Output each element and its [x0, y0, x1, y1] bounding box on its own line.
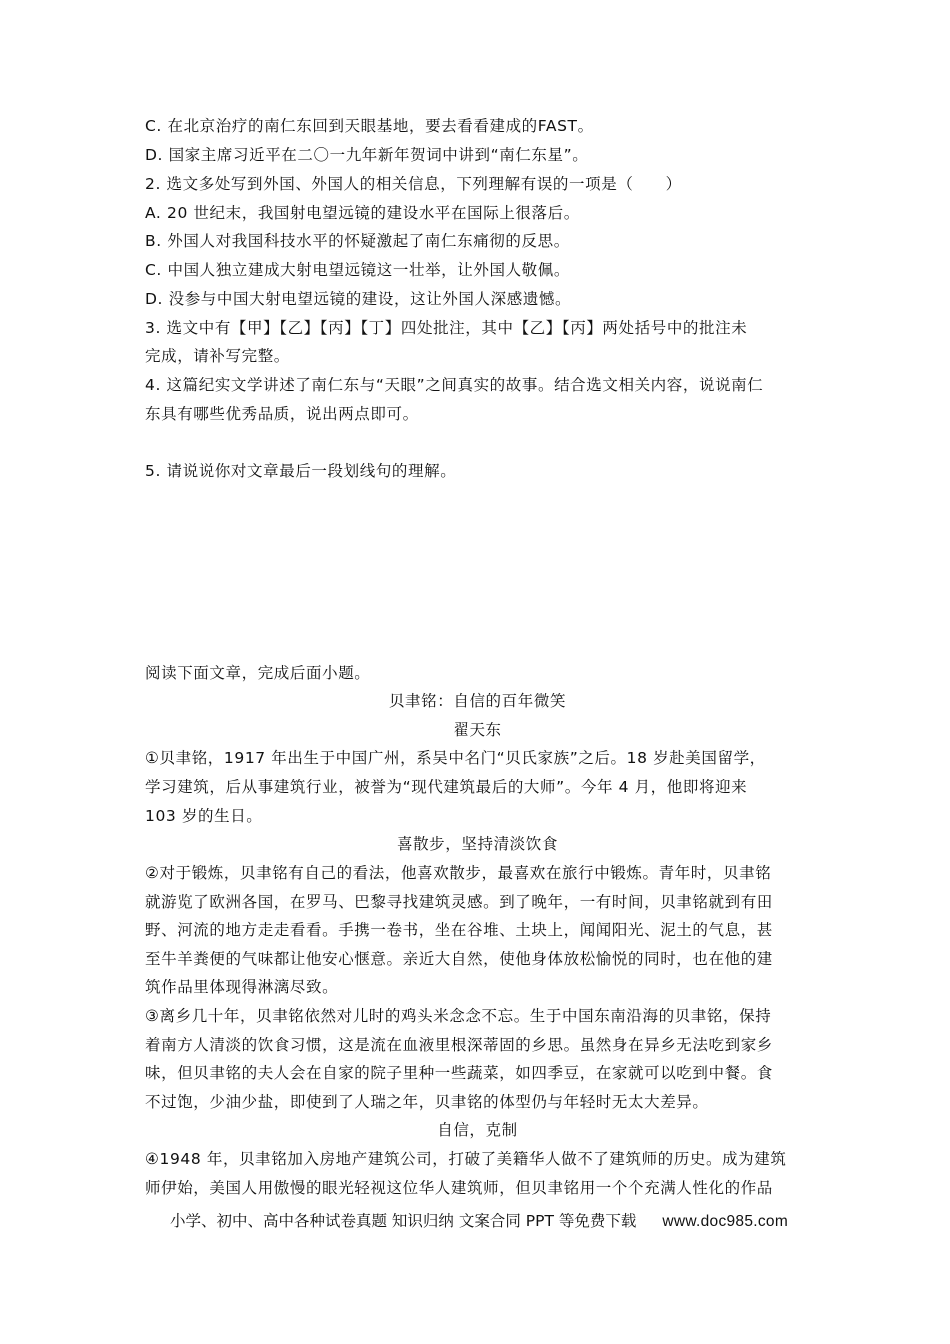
q2-option-a: A. 20 世纪末，我国射电望远镜的建设水平在国际上很落后。 — [145, 204, 580, 222]
paragraph-1-line: 103 岁的生日。 — [145, 807, 263, 825]
paragraph-3-line: 不过饱，少油少盐，即使到了人瑞之年，贝聿铭的体型仍与年轻时无太大差异。 — [145, 1093, 709, 1111]
reading-instruction: 阅读下面文章，完成后面小题。 — [145, 664, 371, 682]
paragraph-3-line: 着南方人清淡的饮食习惯，这是流在血液里根深蒂固的乡思。虽然身在异乡无法吃到家乡 — [145, 1036, 773, 1054]
paragraph-2-line: 野、河流的地方走走看看。手携一卷书，坐在谷堆、土块上，闻闻阳光、泥土的气息，甚 — [145, 921, 773, 939]
q2-stem: 2. 选文多处写到外国、外国人的相关信息，下列理解有误的一项是（ ） — [145, 175, 682, 193]
q5: 5. 请说说你对文章最后一段划线句的理解。 — [145, 462, 457, 480]
q2-option-b: B. 外国人对我国科技水平的怀疑激起了南仁东痛彻的反思。 — [145, 232, 570, 250]
q3-line-2: 完成，请补写完整。 — [145, 347, 290, 365]
article-author: 翟天东 — [453, 721, 502, 739]
paragraph-2-line: 至牛羊粪便的气味都让他安心惬意。亲近大自然，使他身体放松愉悦的同时，也在他的建 — [145, 950, 773, 968]
paragraph-4-line: ④1948 年，贝聿铭加入房地产建筑公司，打破了美籍华人做不了建筑师的历史。成为建筑 — [145, 1150, 787, 1168]
footer-text: 小学、初中、高中各种试卷真题 知识归纳 文案合同 PPT 等免费下载 — [170, 1212, 637, 1230]
section-heading-1: 喜散步，坚持清淡饮食 — [396, 835, 558, 853]
q1-option-c: C. 在北京治疗的南仁东回到天眼基地，要去看看建成的FAST。 — [145, 117, 594, 135]
paragraph-3-line: 味，但贝聿铭的夫人会在自家的院子里种一些蔬菜，如四季豆，在家就可以吃到中餐。食 — [145, 1064, 773, 1082]
paragraph-2-line: ②对于锻炼，贝聿铭有自己的看法，他喜欢散步，最喜欢在旅行中锻炼。青年时，贝聿铭 — [145, 864, 772, 882]
q4-line-1: 4. 这篇纪实文学讲述了南仁东与“天眼”之间真实的故事。结合选文相关内容，说说南仁 — [145, 376, 764, 394]
q4-line-2: 东具有哪些优秀品质，说出两点即可。 — [145, 405, 419, 423]
paragraph-1-line: ①贝聿铭，1917 年出生于中国广州，系吴中名门“贝氏家族”之后。18 岁赴美国留学， — [145, 749, 766, 767]
footer-site-link[interactable]: www.doc985.com — [662, 1213, 789, 1230]
q1-option-d: D. 国家主席习近平在二〇一九年新年贺词中讲到“南仁东星”。 — [145, 146, 589, 164]
q2-option-c: C. 中国人独立建成大射电望远镜这一壮举，让外国人敬佩。 — [145, 261, 570, 279]
q2-option-d: D. 没参与中国大射电望远镜的建设，这让外国人深感遗憾。 — [145, 290, 572, 308]
paragraph-4-line: 师伊始，美国人用傲慢的眼光轻视这位华人建筑师，但贝聿铭用一个个充满人性化的作品 — [145, 1179, 773, 1197]
paragraph-2-line: 就游览了欧洲各国，在罗马、巴黎寻找建筑灵感。到了晚年，一有时间，贝聿铭就到有田 — [145, 893, 773, 911]
article-title: 贝聿铭：自信的百年微笑 — [388, 692, 567, 710]
paragraph-3-line: ③离乡几十年，贝聿铭依然对儿时的鸡头米念念不忘。生于中国东南沿海的贝聿铭，保持 — [145, 1007, 772, 1025]
paragraph-1-line: 学习建筑，后从事建筑行业，被誉为“现代建筑最后的大师”。今年 4 月，他即将迎来 — [145, 778, 748, 796]
page-footer — [170, 1211, 810, 1232]
section-heading-2: 自信，克制 — [437, 1121, 518, 1139]
paragraph-2-line: 筑作品里体现得淋漓尽致。 — [145, 978, 339, 996]
q3-line-1: 3. 选文中有【甲】【乙】【丙】【丁】四处批注，其中【乙】【丙】两处括号中的批注未 — [145, 319, 748, 337]
